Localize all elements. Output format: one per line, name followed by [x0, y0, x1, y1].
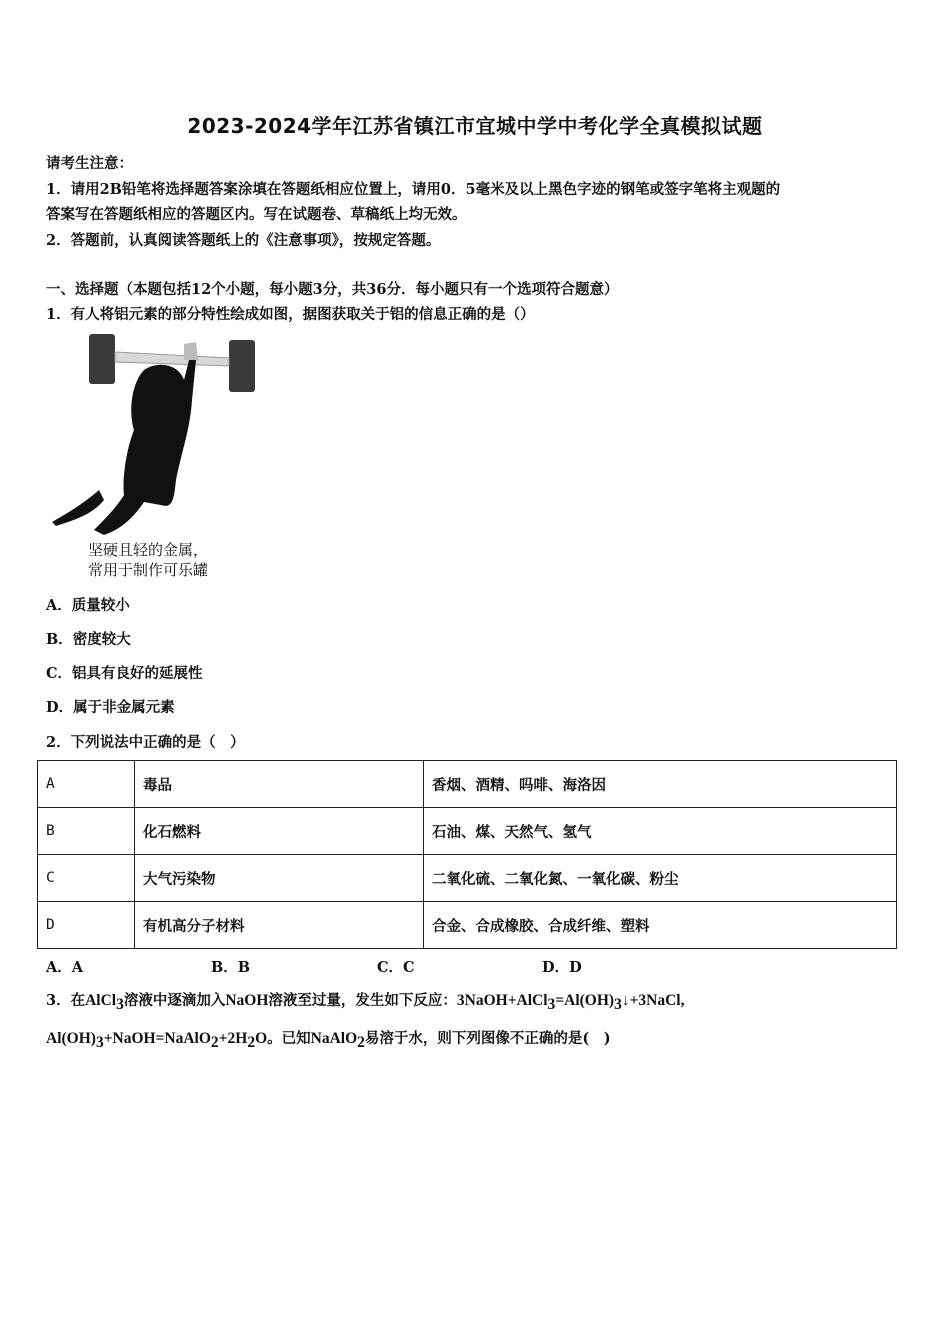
barbell-left-plate: [89, 334, 115, 384]
q1-option-d: D．属于非金属元素: [46, 699, 175, 716]
notice-item-1-line-1: 1．请用2B铅笔将选择题答案涂填在答题纸相应位置上，请用0．5毫米及以上黑色字迹的钢笔或签字笔将主观题的: [46, 181, 781, 198]
row-items: 二氧化硫、二氧化氮、一氧化碳、粉尘: [424, 855, 897, 902]
row-items: 石油、煤、天然气、氢气: [424, 808, 897, 855]
question-3-stem-line-1: 3．在AlCl$_3$溶液中逐滴加入NaOH溶液至过量，发生如下反应：$3NaOH+AlCl_3=Al(OH)_3↓+3NaCl$,: [46, 992, 685, 1013]
q2-answer-c: C．C: [377, 959, 415, 976]
person-silhouette: [94, 360, 196, 535]
row-key: C: [38, 855, 135, 902]
notice-item-1-line-2: 答案写在答题纸相应的答题区内。写在试题卷、草稿纸上均无效。: [46, 206, 467, 223]
table-row: [38, 808, 897, 855]
row-category: 毒品: [135, 761, 424, 808]
row-category: 化石燃料: [135, 808, 424, 855]
question-1-stem: 1．有人将铝元素的部分特性绘成如图，据图获取关于铝的信息正确的是（）: [46, 306, 535, 323]
table-row: [38, 902, 897, 949]
page-title: 2023-2024学年江苏省镇江市宜城中学中考化学全真模拟试题: [187, 114, 763, 138]
notice-item-2: 2．答题前，认真阅读答题纸上的《注意事项》，按规定答题。: [46, 232, 441, 249]
barbell-right-plate: [229, 340, 255, 392]
q2-answer-b: B．B: [211, 959, 251, 976]
row-items: 香烟、酒精、吗啡、海洛因: [424, 761, 897, 808]
figure-caption-line-1: 坚硬且轻的金属，: [88, 541, 209, 559]
question-2-table: [37, 760, 897, 949]
table-row: [38, 761, 897, 808]
q2-answer-d: D．D: [542, 959, 582, 976]
row-key: A: [38, 761, 135, 808]
question-3-stem-line-2: $Al(OH)_3+NaOH=NaAlO_2+2H_2O$。已知NaAlO$_2$易溶于水，则下列图像不正确的是( ): [46, 1030, 611, 1051]
q1-option-a: A．质量较小: [46, 597, 130, 614]
barbell-bar: [115, 352, 229, 366]
notice-heading: 请考生注意：: [46, 155, 133, 172]
hand-icon: [184, 342, 198, 360]
row-items: 合金、合成橡胶、合成纤维、塑料: [424, 902, 897, 949]
row-category: 有机高分子材料: [135, 902, 424, 949]
row-key: D: [38, 902, 135, 949]
figure-caption-line-2: 常用于制作可乐罐: [88, 561, 209, 579]
row-category: 大气污染物: [135, 855, 424, 902]
q1-option-c: C．铝具有良好的延展性: [46, 665, 203, 682]
q2-answer-a: A．A: [46, 959, 84, 976]
q1-option-b: B．密度较大: [46, 631, 131, 648]
question-2-stem: 2．下列说法中正确的是（ ）: [46, 734, 245, 751]
table-row: [38, 855, 897, 902]
row-key: B: [38, 808, 135, 855]
section-1-heading: 一、选择题（本题包括12个小题，每小题3分，共36分．每小题只有一个选项符合题意）: [46, 281, 619, 298]
